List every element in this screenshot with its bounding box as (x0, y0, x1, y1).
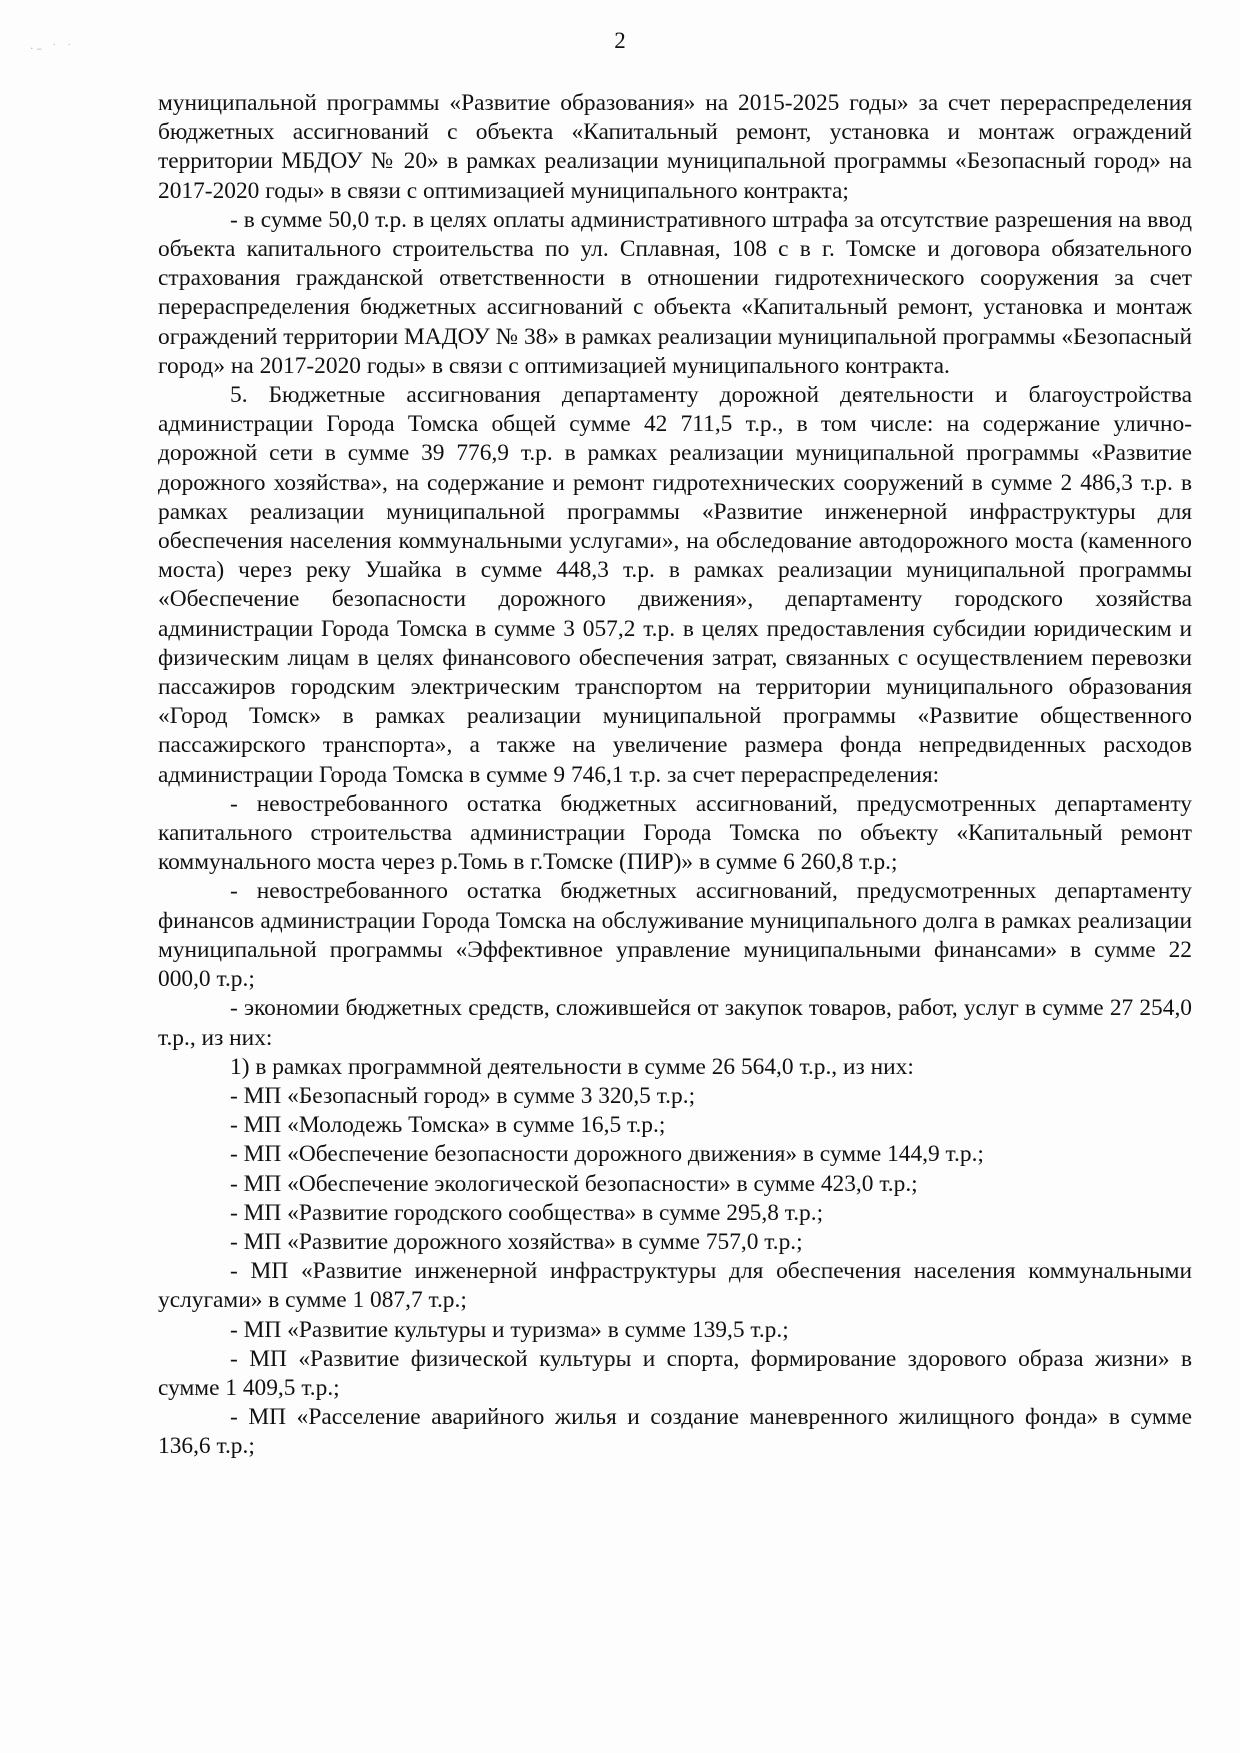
list-item: - МП «Безопасный город» в сумме 3 320,5 т.р.; (230, 1082, 696, 1109)
paragraph-section-5: 5. Бюджетные ассигнования департаменту дорожной деятельности и благоустройства администрации Города Томска общей сумме 42 711,5 т.р., в том числе: на содержание улично-дорожной сети в сумме 39 776,9 т.р. в рамках реализации муниципальной программы «Развитие дорожного хозяйства», на содержание и ремонт гидротехнических сооружений в сумме 2 486,3 т.р. в рамках реализации муниципальной программы «Развитие инженерной инфраструктуры для обеспечения населения коммунальными услугами», на обследование автодорожного моста (каменного моста) через реку Ушайка в сумме 448,3 т.р. в рамках реализации муниципальной программы «Обеспечение безопасности дорожного движения», департаменту городского хозяйства администрации Города Томска в сумме 3 057,2 т.р. в целях предоставления субсидии юридическим и физическим лицам в целях финансового обеспечения затрат, связанных с осуществлением перевозки пассажиров городским электрическим транспортом на территории муниципального образования «Город Томск» в рамках реализации муниципальной программы «Развитие общественного пассажирского транспорта», а также на увеличение размера фонда непредвиденных расходов администрации Города Томска в сумме 9 746,1 т.р. за счет перераспределения: (158, 382, 1192, 788)
list-item: - МП «Развитие дорожного хозяйства» в сумме 757,0 т.р.; (230, 1228, 803, 1255)
paragraph-continuation: муниципальной программы «Развитие образования» на 2015-2025 годы» за счет перераспределения бюджетных ассигнований с объекта «Капитальный ремонт, установка и монтаж ограждений территории МБДОУ № 20» в рамках реализации муниципальной программы «Безопасный город» на 2017-2020 годы» в связи с оптимизацией муниципального контракта; (158, 90, 1192, 204)
list-item: - МП «Расселение аварийного жилья и создание маневренного жилищного фонда» в сумме 136,6 т.р.; (158, 1404, 1192, 1460)
list-item: - МП «Развитие культуры и туризма» в сумме 139,5 т.р.; (230, 1316, 789, 1343)
paragraph-bridge-item: - невостребованного остатка бюджетных ассигнований, предусмотренных департаменту капитального строительства администрации Города Томска по объекту «Капитальный ремонт коммунального моста через р.Томь в г.Томске (ПИР)» в сумме 6 260,8 т.р.; (158, 790, 1192, 876)
list-item: - МП «Развитие инженерной инфраструктуры для обеспечения населения коммунальными услугами» в сумме 1 087,7 т.р.; (158, 1258, 1192, 1314)
list-item: - МП «Молодежь Томска» в сумме 16,5 т.р.; (230, 1112, 666, 1139)
list-item: - МП «Обеспечение безопасности дорожного движения» в сумме 144,9 т.р.; (230, 1141, 984, 1168)
paragraph-fine-item: - в сумме 50,0 т.р. в целях оплаты административного штрафа за отсутствие разрешения на ввод объекта капитального строительства по ул. Сплавная, 108 с в г. Томске и договора обязательного страхования гражданской ответственности в отношении гидротехнического сооружения за счет перераспределения бюджетных ассигнований с объекта «Капитальный ремонт, установка и монтаж ограждений территории МАДОУ № 38» в рамках реализации муниципальной программы «Безопасный город» на 2017-2020 годы» в связи с оптимизацией муниципального контракта. (158, 206, 1192, 379)
list-item: - МП «Развитие физической культуры и спорта, формирование здорового образа жизни» в сумме 1 409,5 т.р.; (158, 1345, 1192, 1401)
document-body (158, 89, 1192, 1462)
list-item: - МП «Обеспечение экологической безопасности» в сумме 423,0 т.р.; (230, 1170, 918, 1197)
scan-artifact: ·– ˙ ˙ (30, 42, 75, 55)
page-number: 2 (614, 28, 626, 53)
list-heading: 1) в рамках программной деятельности в сумме 26 564,0 т.р., из них: (230, 1053, 914, 1080)
paragraph-debt-item: - невостребованного остатка бюджетных ассигнований, предусмотренных департаменту финансов администрации Города Томска на обслуживание муниципального долга в рамках реализации муниципальной программы «Эффективное управление муниципальными финансами» в сумме 22 000,0 т.р.; (158, 878, 1192, 993)
list-item: - МП «Развитие городского сообщества» в сумме 295,8 т.р.; (230, 1199, 824, 1226)
paragraph-savings-item: - экономии бюджетных средств, сложившейся от закупок товаров, работ, услуг в сумме 27 254,0 т.р., из них: (158, 995, 1192, 1051)
